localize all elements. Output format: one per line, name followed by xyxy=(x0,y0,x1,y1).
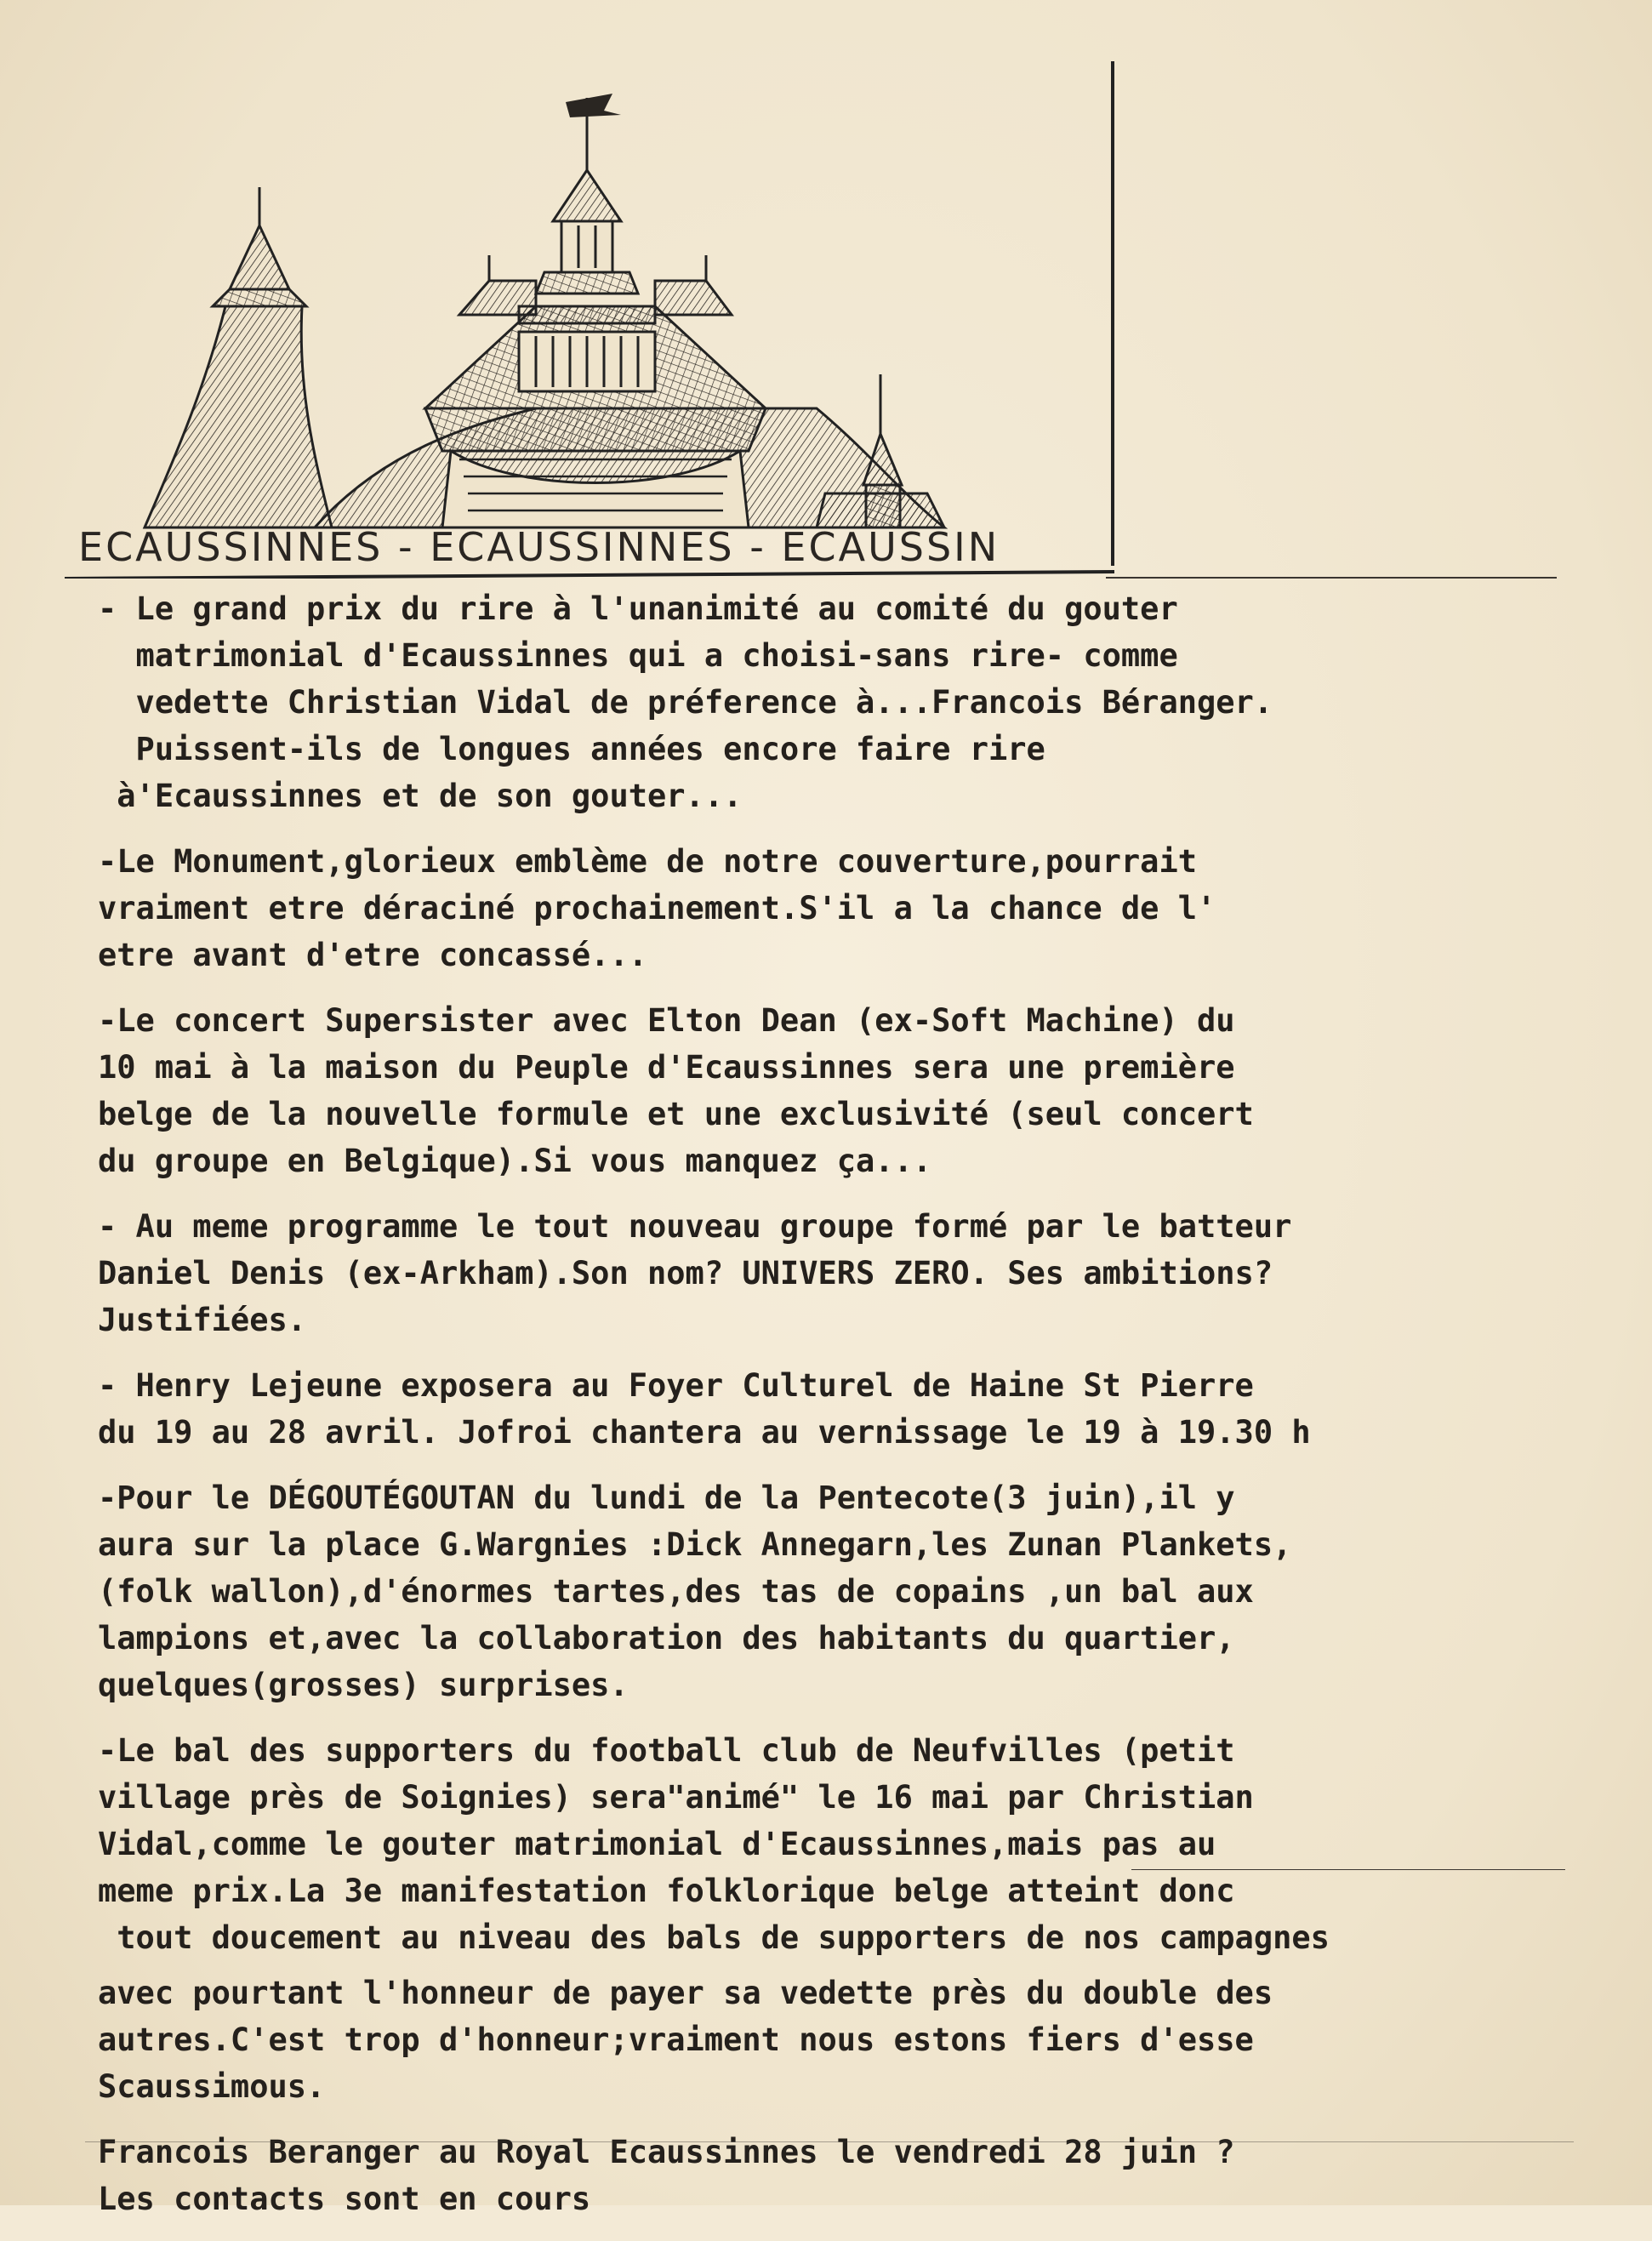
article-line: vedette Christian Vidal de préference à...Francois Béranger. xyxy=(98,684,1273,721)
article-line: etre avant d'etre concassé... xyxy=(98,937,648,973)
article-5 xyxy=(98,1362,1578,1456)
article-line: lampions et,avec la collaboration des habitants du quartier, xyxy=(98,1620,1235,1657)
article-7 xyxy=(98,1727,1578,1961)
article-line: -Pour le DÉGOUTÉGOUTAN du lundi de la Pentecote(3 juin),il y xyxy=(98,1480,1235,1516)
page-fold-line xyxy=(1131,1869,1565,1870)
article-line: - Le grand prix du rire à l'unanimité au comité du gouter xyxy=(98,590,1178,627)
article-line: Justifiées. xyxy=(98,1302,307,1338)
article-line: avec pourtant l'honneur de payer sa vedette près du double des xyxy=(98,1975,1273,2011)
article-line: Daniel Denis (ex-Arkham).Son nom? UNIVERS ZERO. Ses ambitions? xyxy=(98,1255,1273,1292)
masthead-title: ECAUSSINNES - ECAUSSINNES - ECAUSSIN xyxy=(78,524,1000,570)
article-2 xyxy=(98,838,1578,978)
masthead xyxy=(60,51,1123,579)
article-3 xyxy=(98,997,1578,1184)
article-list xyxy=(98,585,1578,2241)
page-fold-line xyxy=(85,2141,1574,2142)
article-line: à'Ecaussinnes et de son gouter... xyxy=(98,778,743,814)
article-line: autres.C'est trop d'honneur;vraiment nous estons fiers d'esse xyxy=(98,2021,1254,2058)
article-line: Les contacts sont en cours xyxy=(98,2181,591,2217)
article-4 xyxy=(98,1203,1578,1343)
article-9 xyxy=(98,2129,1578,2222)
article-line: tout doucement au niveau des bals de supporters de nos campagnes xyxy=(98,1919,1330,1956)
header-divider xyxy=(1106,577,1557,579)
article-line: du groupe en Belgique).Si vous manquez ça... xyxy=(98,1143,932,1179)
article-line: 10 mai à la maison du Peuple d'Ecaussinnes sera une première xyxy=(98,1049,1235,1086)
article-line: village près de Soignies) sera"animé" le 16 mai par Christian xyxy=(98,1779,1254,1816)
article-line: meme prix.La 3e manifestation folklorique belge atteint donc xyxy=(98,1873,1235,1909)
article-line: aura sur la place G.Wargnies :Dick Annegarn,les Zunan Plankets, xyxy=(98,1526,1292,1563)
article-line: belge de la nouvelle formule et une exclusivité (seul concert xyxy=(98,1096,1254,1132)
article-6 xyxy=(98,1474,1578,1708)
article-line: matrimonial d'Ecaussinnes qui a choisi-sans rire- comme xyxy=(98,637,1178,674)
article-line: - Au meme programme le tout nouveau groupe formé par le batteur xyxy=(98,1208,1292,1245)
article-1 xyxy=(98,585,1578,819)
article-line: -Le concert Supersister avec Elton Dean (ex-Soft Machine) du xyxy=(98,1002,1235,1039)
castle-illustration xyxy=(60,51,1123,579)
article-line: -Le bal des supporters du football club de Neufvilles (petit xyxy=(98,1732,1235,1769)
article-line: vraiment etre déraciné prochainement.S'il a la chance de l' xyxy=(98,890,1216,927)
article-line: quelques(grosses) surprises. xyxy=(98,1667,629,1703)
article-line: Scaussimous. xyxy=(98,2068,326,2105)
article-line: - Henry Lejeune exposera au Foyer Culturel de Haine St Pierre xyxy=(98,1367,1254,1404)
article-line: (folk wallon),d'énormes tartes,des tas de copains ,un bal aux xyxy=(98,1573,1254,1610)
article-line: Francois Beranger au Royal Ecaussinnes le vendredi 28 juin ? xyxy=(98,2134,1235,2170)
article-line: du 19 au 28 avril. Jofroi chantera au vernissage le 19 à 19.30 h xyxy=(98,1414,1311,1451)
article-line: Vidal,comme le gouter matrimonial d'Ecaussinnes,mais pas au xyxy=(98,1826,1216,1862)
article-line: Puissent-ils de longues années encore faire rire xyxy=(98,731,1045,767)
article-8 xyxy=(98,1970,1578,2110)
article-line: -Le Monument,glorieux emblème de notre couverture,pourrait xyxy=(98,843,1198,880)
